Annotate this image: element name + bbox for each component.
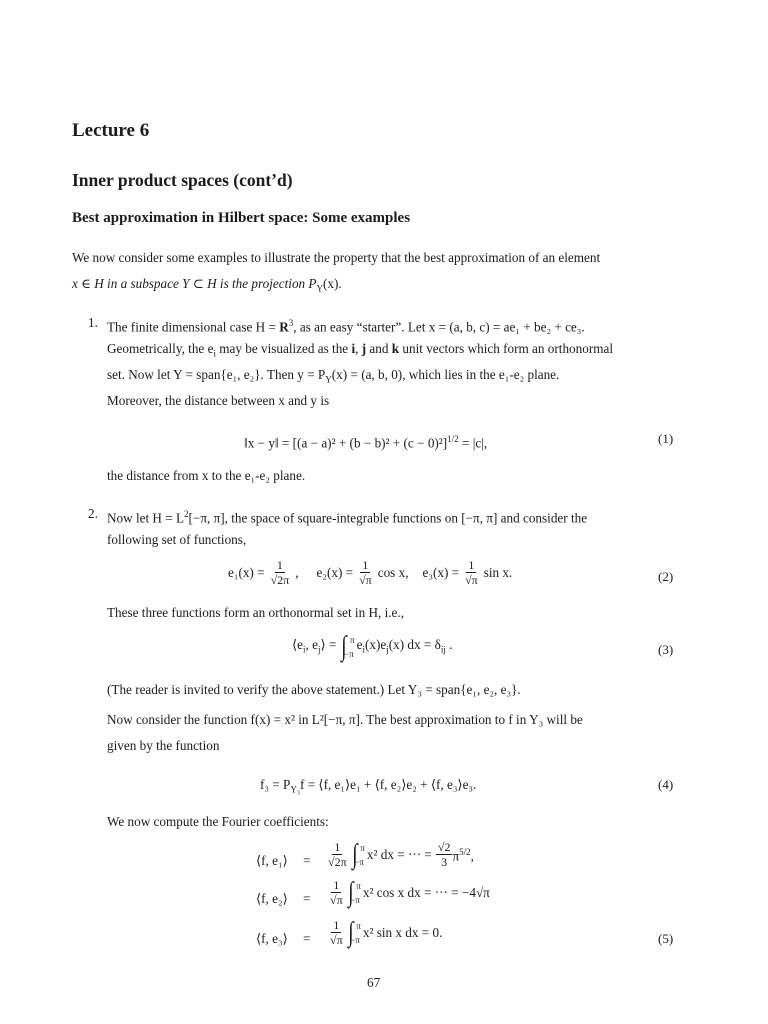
coef-3-frac [328,918,345,947]
bold-k: k [391,341,400,356]
consider-line-2: given by the function [107,738,220,753]
eq3-upper: π [350,635,355,645]
eq4-sub: Y₃ [290,784,300,795]
coef-3-upper: π [356,920,361,931]
eq2-frac-3 [463,558,480,587]
eq2-e1: e₁(x) = [228,564,265,580]
eq2-frac-3-num: 1 [468,558,475,572]
coef-3-frac-den: √π [330,933,343,947]
item-1-line-1-rest: , as an easy “starter”. Let x = (a, b, c) = ae₁ + be₂ + ce₃. [293,319,585,335]
coef-2-lower: −π [350,894,360,905]
eq2-comma: , [295,564,299,580]
eq3-lhs [292,636,336,659]
item-1-line-2a: Geometrically, the e [107,341,214,356]
equation-number-2: (2) [658,569,674,584]
eq3-rhs-b: (x)e [364,636,387,652]
eq3-lhs-c: ⟩ = [320,636,337,652]
coef-1-integral-sign: ∫ [351,838,358,870]
equation-2 [228,558,512,587]
coef-1-upper: π [360,842,365,853]
eq2-frac-2 [357,558,374,587]
coef-2-lhs: ⟨f, e₂⟩ [256,891,288,906]
coef-1-eq: = [303,853,311,868]
eq2-frac-2-num: 1 [362,558,369,572]
eq3-lhs-a: ⟨e [292,636,303,652]
coef-2-upper: π [356,880,361,891]
coef-1-result-frac [436,840,453,869]
equation-number-4: (4) [658,777,674,792]
item-1-line-1-start: The finite dimensional case H = [107,319,280,335]
item-1-bold-r: R [279,319,289,335]
intro-line-2-text: x ∈ H in a subspace Y ⊂ H is the projection P [72,276,317,291]
page-number: 67 [367,975,381,990]
coef-1-result-den: 3 [441,855,448,869]
eq2-frac-1-num: 1 [276,558,283,572]
coef-1-rhs [326,840,474,869]
consider-line-1: Now consider the function f(x) = x² in L²[−π, π]. The best approximation to f in Y₃ will be [107,712,583,727]
eq3-lhs-b: , e [305,636,318,652]
item-1-after: the distance from x to the e₁-e₂ plane. [107,468,306,483]
eq2-cos: cos x, [377,564,409,580]
coef-1-pi-sym: π [452,848,460,864]
intro-line-2-sub: Y [316,283,323,294]
subsection-heading: Best approximation in Hilbert space: Some examples [72,210,411,226]
eq3-lower: −π [344,649,354,659]
item-2-line-1-start: Now let H = L [107,510,185,526]
coef-1-result-num: √2 [437,840,451,854]
coef-3-integral-sign: ∫ [347,916,354,948]
fourier-intro: We now compute the Fourier coefficients: [107,814,329,829]
eq4-start: f₃ = P [260,777,291,792]
coef-2-integrand: x² cos x dx = ··· = −4√π [362,884,490,900]
equation-3 [292,633,452,661]
coef-1-lhs: ⟨f, e₁⟩ [256,853,288,868]
intro-line-1: We now consider some examples to illustrate the property that the best approximation of an element [72,250,601,265]
eq4-rest: f = ⟨f, e₁⟩e₁ + ⟨f, e₂⟩e₂ + ⟨f, e₃⟩e₃. [300,777,477,792]
equation-number-3: (3) [658,642,674,657]
eq3-rhs [357,636,453,659]
coef-3-eq: = [303,931,311,946]
item-1-line-2b: may be visualized as the [215,341,352,356]
equation-number-5: (5) [658,931,674,946]
eq2-frac-3-den: √π [465,573,478,587]
orthonormal-statement: These three functions form an orthonormal set in H, i.e., [107,605,405,620]
intro-line-2 [72,275,342,298]
coef-2-frac-num: 1 [333,878,340,892]
item-1-sup: 3 [288,318,294,328]
item-1-line-3-end: (x) = (a, b, 0), which lies in the e₁-e₂ plane. [331,367,560,382]
eq3-rhs-ij: ij [440,644,446,655]
coef-1-integrand: x² dx = ··· = [366,846,432,862]
item-1-comma: , [355,341,362,356]
equation-4 [260,776,476,799]
eq3-rhs-j: j [386,644,389,655]
intro-line-2-end: (x). [322,276,342,291]
item-1-number: 1. [88,315,98,330]
eq2-e2: e₂(x) = [316,564,354,580]
coef-3-integrand: x² sin x dx = 0. [362,924,443,940]
coef-1-frac-num: 1 [334,840,341,854]
item-2-line-1 [107,505,587,527]
item-1-line-1 [107,314,585,336]
eq2-frac-2-den: √π [359,573,372,587]
coef-1-frac-den: √2π [328,855,347,869]
coef-2-frac-den: √π [330,893,343,907]
item-2-line-2: following set of functions, [107,532,247,547]
coef-3-lower: −π [350,934,360,945]
eq1-sup: 1/2 [447,434,459,444]
coef-2-frac [328,878,345,907]
item-1-line-4: Moreover, the distance between x and y is [107,393,330,408]
item-1-line-2-sub: i [213,348,216,359]
coef-2-integral-sign: ∫ [347,876,354,908]
coef-1-frac [326,840,349,869]
eq3-lhs-j: j [317,644,321,655]
item-1-line-3 [107,366,559,389]
equation-1 [244,430,487,452]
eq1-end: = |c|, [458,435,488,451]
coef-2-rhs [328,878,490,907]
item-1-line-2c: unit vectors which form an orthonormal [399,341,613,356]
item-1-line-2 [107,340,613,363]
item-2-line-1-rest: [−π, π], the space of square-integrable functions on [−π, π] and consider the [188,510,588,526]
lecture-title: Lecture 6 [72,120,150,141]
coef-1-lower: −π [354,856,364,867]
eq3-rhs-c: (x) dx = δ [388,636,441,652]
reader-note: (The reader is invited to verify the above statement.) Let Y₃ = span{e₁, e₂, e₃}. [107,682,521,697]
item-2-number: 2. [88,506,98,521]
eq1-body: ‖x − y‖ = [(a − a)² + (b − b)² + (c − 0)²] [244,435,448,451]
eq3-rhs-d: . [445,636,453,652]
coef-1-comma: , [470,848,474,864]
item-1-line-3-start: set. Now let Y = span{e₁, e₂}. Then y = P [107,367,326,382]
coef-1-pi [452,843,473,865]
item-1-and: and [366,341,392,356]
coef-1-pow: 5/2 [459,847,471,858]
eq3-rhs-i: i [362,644,365,655]
coef-3-frac-num: 1 [333,918,340,932]
eq3-rhs-a: e [356,636,363,652]
section-heading: Inner product spaces (cont’d) [72,170,293,190]
equation-number-1: (1) [658,431,674,446]
eq3-integral-sign: ∫ [341,631,347,662]
bold-i: i [351,341,356,356]
coef-3-lhs: ⟨f, e₃⟩ [256,931,288,946]
eq2-e3: e₃(x) = [422,564,460,580]
item-2-sup: 2 [184,509,189,519]
eq2-sin: sin x. [483,564,513,580]
coef-3-rhs [328,918,442,947]
bold-j: j [361,341,367,356]
eq2-frac-1-den: √2π [270,573,290,587]
eq3-lhs-i: i [303,644,306,655]
coef-2-eq: = [303,891,311,906]
eq2-frac-1 [269,558,292,587]
item-1-line-3-sub: Y [325,374,332,385]
